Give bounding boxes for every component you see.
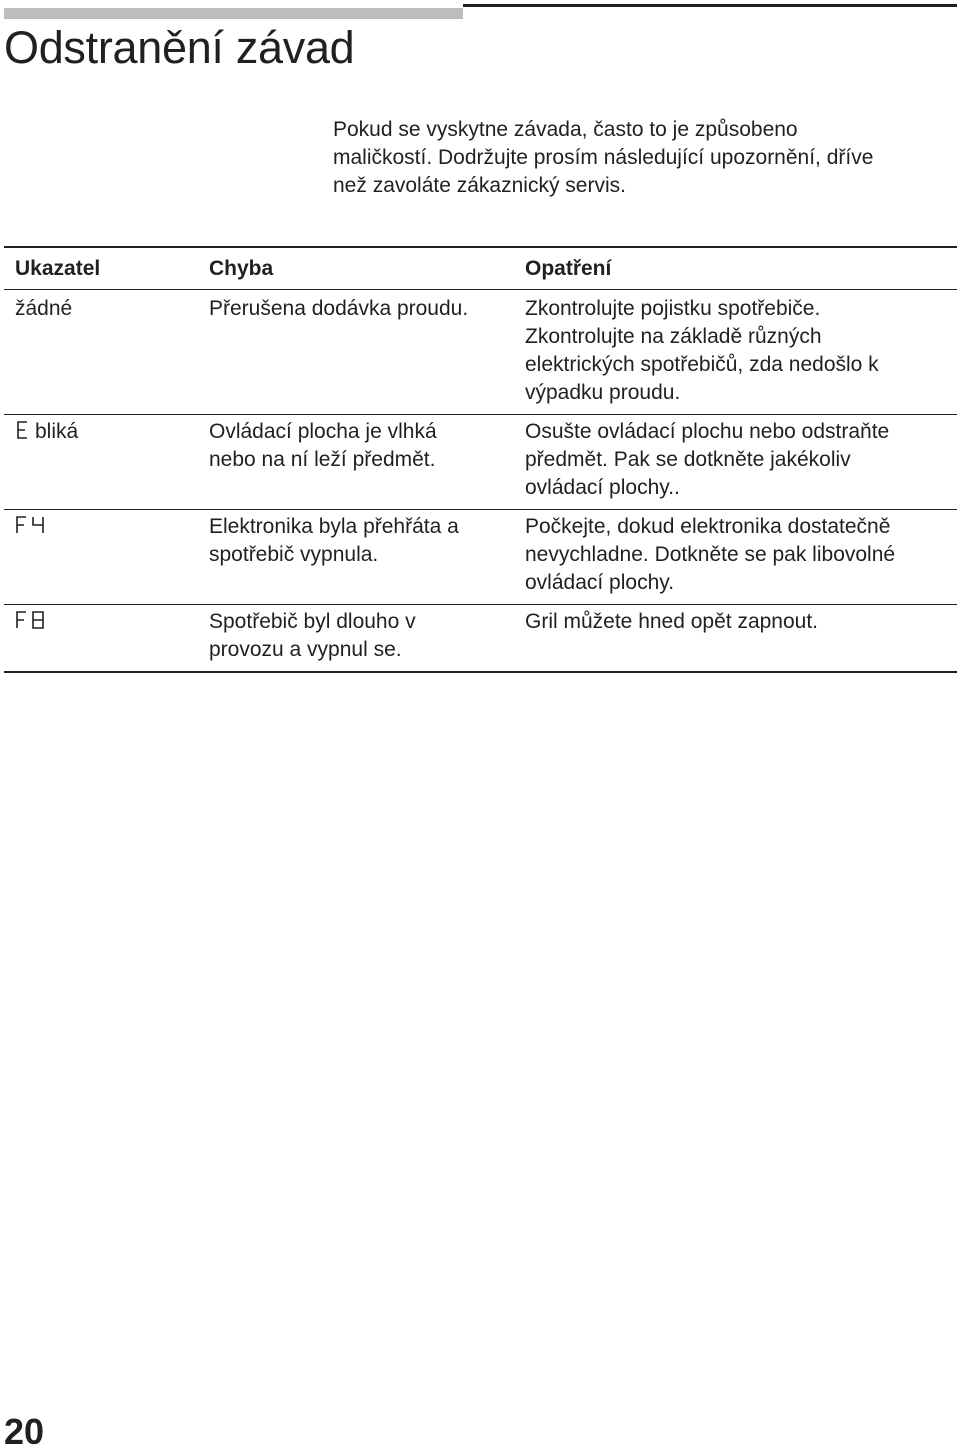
action-line: Osušte ovládací plochu nebo odstraňte: [525, 420, 890, 443]
intro-line: maličkostí. Dodržujte prosím následující upozornění, dříve: [333, 146, 874, 169]
fault-line: spotřebič vypnula.: [209, 543, 379, 566]
fault-cell: [209, 510, 525, 605]
header-indicator: Ukazatel: [15, 257, 101, 280]
segment-display-e-icon: [15, 420, 29, 440]
fault-cell: [209, 605, 525, 673]
indicator-text: žádné: [15, 297, 73, 320]
indicator-cell: [4, 290, 209, 415]
action-cell: [525, 415, 957, 510]
action-cell: [525, 290, 957, 415]
fault-cell: [209, 415, 525, 510]
table-row: [4, 510, 957, 605]
header-rule: [463, 4, 957, 7]
action-line: výpadku proudu.: [525, 381, 681, 404]
action-line: ovládací plochy..: [525, 476, 680, 499]
table-header-row: [4, 247, 957, 290]
header-fault: Chyba: [209, 257, 274, 280]
segment-display-f4-icon: [15, 515, 47, 535]
table-row: [4, 290, 957, 415]
segment-display-f8-icon: [15, 610, 47, 630]
fault-line: nebo na ní leží předmět.: [209, 448, 436, 471]
table-row: [4, 415, 957, 510]
action-line: Gril můžete hned opět zapnout.: [525, 610, 819, 633]
indicator-cell: [4, 605, 209, 673]
table-row: [4, 605, 957, 673]
page-number: 20: [4, 1411, 45, 1452]
header-action: Opatření: [525, 257, 612, 280]
action-line: předmět. Pak se dotkněte jakékoliv: [525, 448, 851, 471]
intro-paragraph: [333, 116, 948, 200]
header-grey-bar: [4, 8, 463, 19]
intro-line: Pokud se vyskytne závada, často to je způsobeno: [333, 118, 798, 141]
action-line: Zkontrolujte pojistku spotřebiče.: [525, 297, 821, 320]
action-line: Zkontrolujte na základě různých: [525, 325, 822, 348]
action-line: nevychladne. Dotkněte se pak libovolné: [525, 543, 896, 566]
page-title: Odstranění závad: [4, 22, 355, 73]
action-cell: [525, 510, 957, 605]
action-cell: [525, 605, 957, 673]
fault-line: Elektronika byla přehřáta a: [209, 515, 459, 538]
fault-line: Ovládací plocha je vlhká: [209, 420, 437, 443]
action-line: elektrických spotřebičů, zda nedošlo k: [525, 353, 879, 376]
fault-line: Přerušena dodávka proudu.: [209, 297, 469, 320]
fault-cell: [209, 290, 525, 415]
indicator-cell: [4, 510, 209, 605]
intro-line: než zavoláte zákaznický servis.: [333, 174, 626, 197]
indicator-text: bliká: [35, 420, 79, 443]
action-line: ovládací plochy.: [525, 571, 675, 594]
fault-line: provozu a vypnul se.: [209, 638, 402, 661]
troubleshooting-table: [4, 246, 957, 673]
fault-line: Spotřebič byl dlouho v: [209, 610, 416, 633]
action-line: Počkejte, dokud elektronika dostatečně: [525, 515, 891, 538]
indicator-cell: [4, 415, 209, 510]
